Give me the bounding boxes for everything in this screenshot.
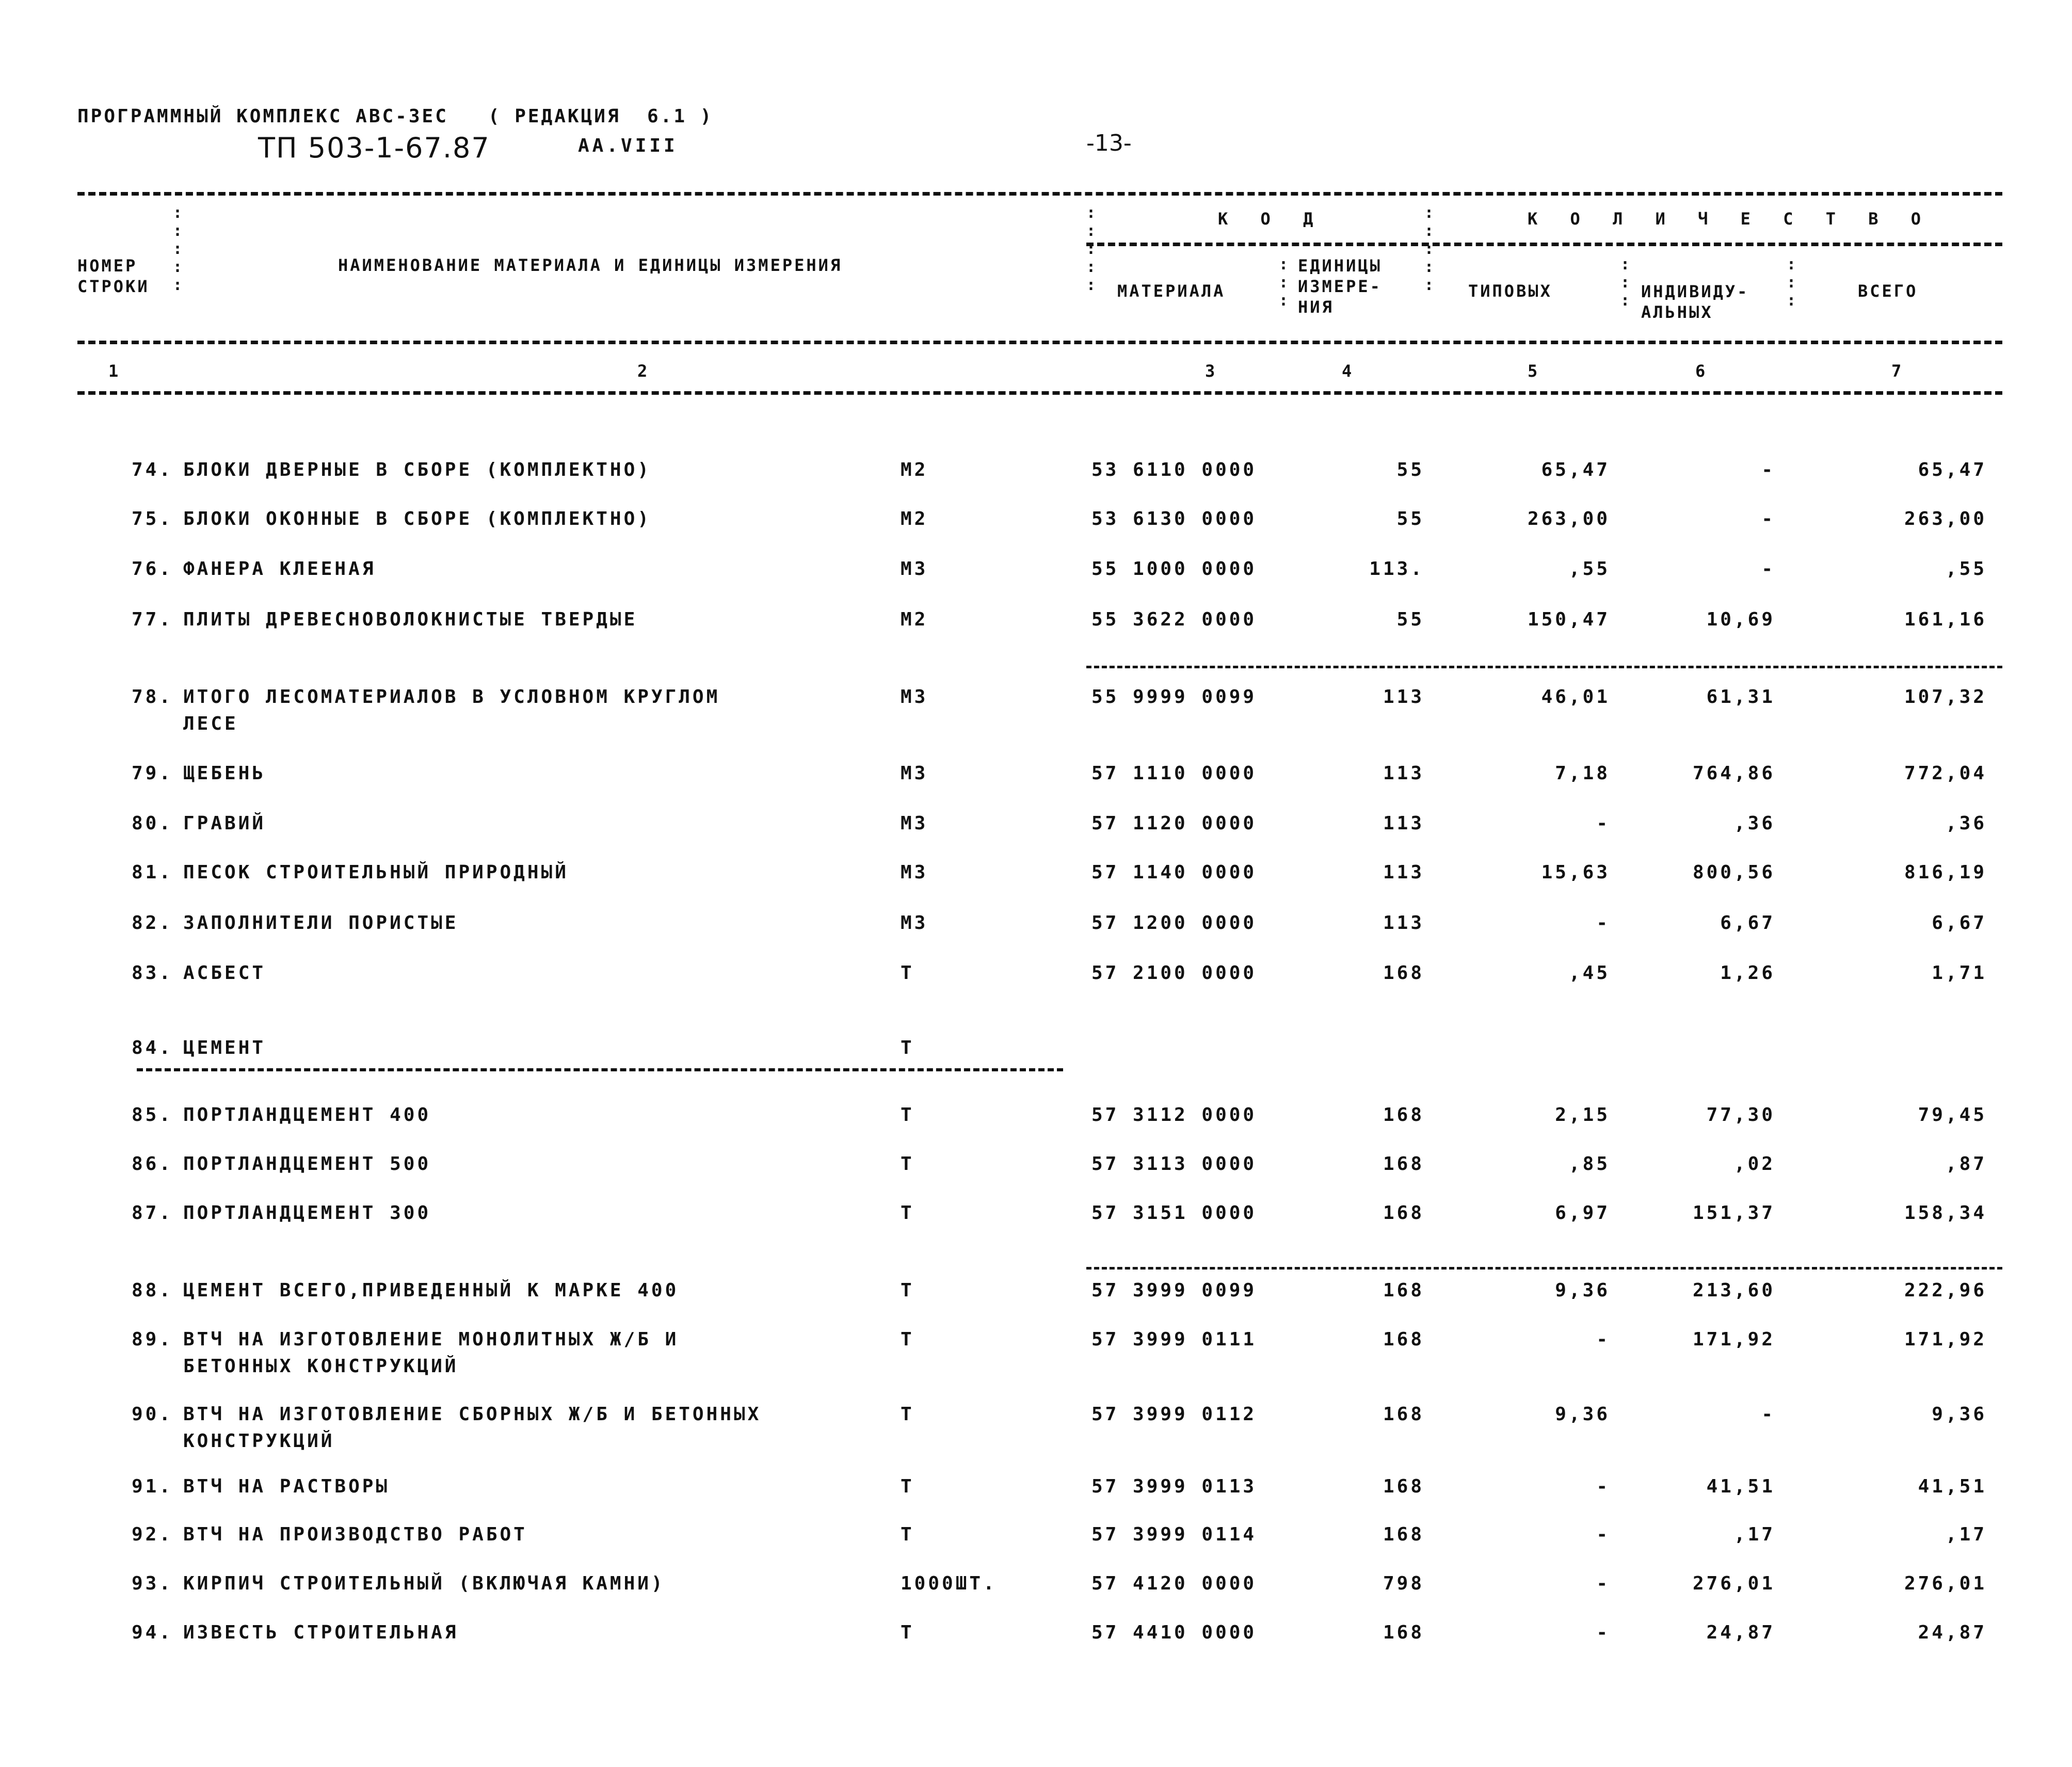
col-quantity-typical: ТИПОВЫХ bbox=[1468, 281, 1552, 301]
material-name: ПЛИТЫ ДРЕВЕСНОВОЛОКНИСТЫЕ ТВЕРДЫЕ bbox=[183, 609, 638, 630]
material-name: ПОРТЛАНДЦЕМЕНТ 500 bbox=[183, 1153, 431, 1175]
quantity-typical: 6,97 bbox=[1555, 1202, 1610, 1224]
unit-of-measure: Т bbox=[901, 1404, 914, 1425]
quantity-typical: - bbox=[1596, 1476, 1610, 1497]
material-name: ГРАВИЙ bbox=[183, 813, 266, 834]
row-number: 93. bbox=[131, 1573, 173, 1594]
material-code: 57 1110 0000 bbox=[1091, 763, 1257, 784]
material-code: 53 6130 0000 bbox=[1091, 508, 1257, 529]
material-code: 53 6110 0000 bbox=[1091, 459, 1257, 480]
quantity-individual: - bbox=[1761, 558, 1775, 580]
row-number: 85. bbox=[131, 1104, 173, 1126]
col-code-material: МАТЕРИАЛА bbox=[1117, 281, 1226, 301]
material-code: 57 4410 0000 bbox=[1091, 1622, 1257, 1643]
quantity-typical: - bbox=[1596, 912, 1610, 934]
quantity-total: ,17 bbox=[1945, 1524, 1987, 1545]
header-sub-rule bbox=[1086, 243, 2002, 246]
material-name-continued: КОНСТРУКЦИЙ bbox=[183, 1431, 335, 1452]
quantity-typical: 150,47 bbox=[1527, 609, 1610, 630]
col-code-group: К О Д bbox=[1218, 209, 1325, 229]
quantity-total: 65,47 bbox=[1918, 459, 1987, 480]
quantity-total: 9,36 bbox=[1932, 1404, 1987, 1425]
unit-code: 113 bbox=[1383, 862, 1424, 883]
quantity-total: 1,71 bbox=[1932, 962, 1987, 984]
quantity-typical: 2,15 bbox=[1555, 1104, 1610, 1126]
header-separator: : : : bbox=[1787, 255, 1796, 310]
subtotal-rule-cement bbox=[1086, 1267, 2002, 1270]
quantity-total: 6,67 bbox=[1932, 912, 1987, 934]
quantity-total: 41,51 bbox=[1918, 1476, 1987, 1497]
material-code: 57 3113 0000 bbox=[1091, 1153, 1257, 1175]
quantity-total: 222,96 bbox=[1904, 1280, 1987, 1301]
quantity-typical: ,45 bbox=[1568, 962, 1610, 984]
col-material-name: НАИМЕНОВАНИЕ МАТЕРИАЛА И ЕДИНИЦЫ ИЗМЕРЕНИЯ bbox=[338, 255, 843, 275]
quantity-individual: 764,86 bbox=[1692, 763, 1775, 784]
header-separator: : : : : : bbox=[1086, 204, 1096, 294]
material-code: 57 1200 0000 bbox=[1091, 912, 1257, 934]
quantity-typical: ,85 bbox=[1568, 1153, 1610, 1175]
unit-of-measure: М2 bbox=[901, 508, 928, 529]
quantity-individual: 41,51 bbox=[1706, 1476, 1775, 1497]
row-number: 90. bbox=[131, 1404, 173, 1425]
row-number: 80. bbox=[131, 813, 173, 834]
unit-code: 55 bbox=[1396, 609, 1424, 630]
row-number: 74. bbox=[131, 459, 173, 480]
material-code: 57 3999 0111 bbox=[1091, 1329, 1257, 1350]
unit-code: 113 bbox=[1383, 912, 1424, 934]
material-name: ЦЕМЕНТ bbox=[183, 1037, 266, 1058]
material-name: ЦЕМЕНТ ВСЕГО,ПРИВЕДЕННЫЙ К МАРКЕ 400 bbox=[183, 1280, 679, 1301]
unit-code: 168 bbox=[1383, 1622, 1424, 1643]
material-name-continued: БЕТОННЫХ КОНСТРУКЦИЙ bbox=[183, 1356, 459, 1377]
unit-code: 113 bbox=[1383, 686, 1424, 708]
unit-code: 168 bbox=[1383, 1476, 1424, 1497]
material-code: 55 9999 0099 bbox=[1091, 686, 1257, 708]
unit-code: 168 bbox=[1383, 1404, 1424, 1425]
col-quantity-individual: ИНДИВИДУ- АЛЬНЫХ bbox=[1641, 282, 1749, 322]
quantity-typical: - bbox=[1596, 1524, 1610, 1545]
document-code: ТП 503-1-67.87 bbox=[258, 132, 490, 164]
quantity-typical: 7,18 bbox=[1555, 763, 1610, 784]
page-number: -13- bbox=[1086, 130, 1132, 156]
material-name: БЛОКИ ОКОННЫЕ В СБОРЕ (КОМПЛЕКТНО) bbox=[183, 508, 651, 529]
material-name: ВТЧ НА РАСТВОРЫ bbox=[183, 1476, 390, 1497]
row-number: 84. bbox=[131, 1037, 173, 1058]
quantity-individual: 61,31 bbox=[1706, 686, 1775, 708]
quantity-total: 107,32 bbox=[1904, 686, 1987, 708]
row-number: 87. bbox=[131, 1202, 173, 1224]
material-name: ЩЕБЕНЬ bbox=[183, 763, 266, 784]
quantity-total: 263,00 bbox=[1904, 508, 1987, 529]
quantity-typical: 263,00 bbox=[1527, 508, 1610, 529]
quantity-total: ,55 bbox=[1945, 558, 1987, 580]
program-title: ПРОГРАММНЫЙ КОМПЛЕКС АВС-3ЕС ( РЕДАКЦИЯ 6.1 ) bbox=[77, 106, 714, 127]
unit-of-measure: Т bbox=[901, 1622, 914, 1643]
unit-of-measure: М2 bbox=[901, 609, 928, 630]
unit-code: 168 bbox=[1383, 1280, 1424, 1301]
unit-code: 55 bbox=[1396, 459, 1424, 480]
row-number: 92. bbox=[131, 1524, 173, 1545]
quantity-typical: 9,36 bbox=[1555, 1404, 1610, 1425]
quantity-individual: 77,30 bbox=[1706, 1104, 1775, 1126]
quantity-total: 161,16 bbox=[1904, 609, 1987, 630]
quantity-typical: - bbox=[1596, 813, 1610, 834]
material-name: ФАНЕРА КЛЕЕНАЯ bbox=[183, 558, 376, 580]
material-name: ПОРТЛАНДЦЕМЕНТ 300 bbox=[183, 1202, 431, 1224]
unit-of-measure: Т bbox=[901, 1329, 914, 1350]
unit-of-measure: Т bbox=[901, 1037, 914, 1058]
quantity-total: 171,92 bbox=[1904, 1329, 1987, 1350]
unit-code: 168 bbox=[1383, 1524, 1424, 1545]
quantity-individual: - bbox=[1761, 459, 1775, 480]
unit-of-measure: М3 bbox=[901, 686, 928, 708]
unit-code: 168 bbox=[1383, 1104, 1424, 1126]
unit-of-measure: М3 bbox=[901, 862, 928, 883]
col-number-1: 1 bbox=[108, 361, 121, 381]
quantity-individual: 276,01 bbox=[1692, 1573, 1775, 1594]
material-code: 57 3999 0113 bbox=[1091, 1476, 1257, 1497]
row-number: 83. bbox=[131, 962, 173, 984]
header-separator: : : : bbox=[1279, 255, 1289, 310]
col-code-unit: ЕДИНИЦЫ ИЗМЕРЕ- НИЯ bbox=[1298, 256, 1382, 317]
header-separator: : : : : : bbox=[173, 204, 183, 294]
quantity-total: 816,19 bbox=[1904, 862, 1987, 883]
material-name-continued: ЛЕСЕ bbox=[183, 713, 238, 734]
unit-of-measure: М3 bbox=[901, 813, 928, 834]
col-number-4: 4 bbox=[1342, 361, 1354, 381]
header-separator: : : : bbox=[1620, 255, 1630, 310]
material-name: ПОРТЛАНДЦЕМЕНТ 400 bbox=[183, 1104, 431, 1126]
row-number: 82. bbox=[131, 912, 173, 934]
col-quantity-group: К О Л И Ч Е С Т В О bbox=[1528, 209, 1933, 229]
quantity-individual: 10,69 bbox=[1706, 609, 1775, 630]
col-number-7: 7 bbox=[1891, 361, 1904, 381]
unit-code: 168 bbox=[1383, 1202, 1424, 1224]
quantity-total: 772,04 bbox=[1904, 763, 1987, 784]
material-code: 57 1120 0000 bbox=[1091, 813, 1257, 834]
row-number: 94. bbox=[131, 1622, 173, 1643]
unit-code: 113 bbox=[1383, 813, 1424, 834]
material-name: ЗАПОЛНИТЕЛИ ПОРИСТЫЕ bbox=[183, 912, 459, 934]
row-number: 88. bbox=[131, 1280, 173, 1301]
quantity-individual: ,17 bbox=[1733, 1524, 1775, 1545]
subtotal-rule-wood bbox=[1086, 666, 2002, 668]
unit-code: 798 bbox=[1383, 1573, 1424, 1594]
quantity-individual: ,36 bbox=[1733, 813, 1775, 834]
unit-of-measure: Т bbox=[901, 1202, 914, 1224]
quantity-individual: 6,67 bbox=[1720, 912, 1775, 934]
col-number-2: 2 bbox=[637, 361, 650, 381]
material-name: ИЗВЕСТЬ СТРОИТЕЛЬНАЯ bbox=[183, 1622, 459, 1643]
unit-code: 113. bbox=[1369, 558, 1424, 580]
quantity-individual: - bbox=[1761, 508, 1775, 529]
unit-of-measure: Т bbox=[901, 1280, 914, 1301]
quantity-typical: - bbox=[1596, 1329, 1610, 1350]
header-mid-rule bbox=[77, 341, 2002, 344]
quantity-individual: 171,92 bbox=[1692, 1329, 1775, 1350]
row-number: 79. bbox=[131, 763, 173, 784]
row-number: 78. bbox=[131, 686, 173, 708]
col-row-number: НОМЕР СТРОКИ bbox=[77, 256, 150, 296]
unit-of-measure: Т bbox=[901, 1476, 914, 1497]
material-code: 57 3999 0099 bbox=[1091, 1280, 1257, 1301]
material-code: 57 3112 0000 bbox=[1091, 1104, 1257, 1126]
material-code: 57 3151 0000 bbox=[1091, 1202, 1257, 1224]
unit-code: 113 bbox=[1383, 763, 1424, 784]
quantity-individual: 151,37 bbox=[1692, 1202, 1775, 1224]
material-code: 57 3999 0114 bbox=[1091, 1524, 1257, 1545]
material-code: 57 3999 0112 bbox=[1091, 1404, 1257, 1425]
row-number: 75. bbox=[131, 508, 173, 529]
unit-code: 55 bbox=[1396, 508, 1424, 529]
unit-of-measure: Т bbox=[901, 1153, 914, 1175]
unit-code: 168 bbox=[1383, 962, 1424, 984]
row-number: 81. bbox=[131, 862, 173, 883]
col-quantity-total: ВСЕГО bbox=[1858, 281, 1918, 301]
quantity-typical: 15,63 bbox=[1541, 862, 1610, 883]
unit-of-measure: М3 bbox=[901, 558, 928, 580]
row-number: 91. bbox=[131, 1476, 173, 1497]
quantity-typical: 9,36 bbox=[1555, 1280, 1610, 1301]
row-number: 86. bbox=[131, 1153, 173, 1175]
material-code: 55 1000 0000 bbox=[1091, 558, 1257, 580]
material-code: 57 2100 0000 bbox=[1091, 962, 1257, 984]
quantity-total: 276,01 bbox=[1904, 1573, 1987, 1594]
unit-of-measure: М3 bbox=[901, 912, 928, 934]
unit-code: 168 bbox=[1383, 1329, 1424, 1350]
quantity-individual: ,02 bbox=[1733, 1153, 1775, 1175]
material-name: ИТОГО ЛЕСОМАТЕРИАЛОВ В УСЛОВНОМ КРУГЛОМ bbox=[183, 686, 720, 708]
material-name: ВТЧ НА ИЗГОТОВЛЕНИЕ МОНОЛИТНЫХ Ж/Б И bbox=[183, 1329, 679, 1350]
quantity-typical: 46,01 bbox=[1541, 686, 1610, 708]
quantity-total: 24,87 bbox=[1918, 1622, 1987, 1643]
quantity-total: ,87 bbox=[1945, 1153, 1987, 1175]
unit-of-measure: Т bbox=[901, 962, 914, 984]
quantity-individual: - bbox=[1761, 1404, 1775, 1425]
material-code: 57 1140 0000 bbox=[1091, 862, 1257, 883]
material-name: АСБЕСТ bbox=[183, 962, 266, 984]
material-name: ВТЧ НА ИЗГОТОВЛЕНИЕ СБОРНЫХ Ж/Б И БЕТОННЫХ bbox=[183, 1404, 762, 1425]
material-name: ПЕСОК СТРОИТЕЛЬНЫЙ ПРИРОДНЫЙ bbox=[183, 862, 569, 883]
sheet-code: АА.VIII bbox=[578, 135, 678, 156]
unit-of-measure: М2 bbox=[901, 459, 928, 480]
quantity-individual: 1,26 bbox=[1720, 962, 1775, 984]
quantity-typical: - bbox=[1596, 1622, 1610, 1643]
material-name: ВТЧ НА ПРОИЗВОДСТВО РАБОТ bbox=[183, 1524, 527, 1545]
quantity-typical: ,55 bbox=[1568, 558, 1610, 580]
row-number: 76. bbox=[131, 558, 173, 580]
header-separator: : : : : : bbox=[1424, 204, 1434, 294]
unit-of-measure: 1000ШТ. bbox=[901, 1573, 997, 1594]
col-number-3: 3 bbox=[1205, 361, 1217, 381]
quantity-total: 79,45 bbox=[1918, 1104, 1987, 1126]
unit-code: 168 bbox=[1383, 1153, 1424, 1175]
quantity-total: ,36 bbox=[1945, 813, 1987, 834]
unit-of-measure: Т bbox=[901, 1524, 914, 1545]
quantity-typical: 65,47 bbox=[1541, 459, 1610, 480]
cement-group-rule bbox=[137, 1068, 1063, 1071]
material-code: 55 3622 0000 bbox=[1091, 609, 1257, 630]
row-number: 89. bbox=[131, 1329, 173, 1350]
material-code: 57 4120 0000 bbox=[1091, 1573, 1257, 1594]
row-number: 77. bbox=[131, 609, 173, 630]
quantity-total: 158,34 bbox=[1904, 1202, 1987, 1224]
material-name: КИРПИЧ СТРОИТЕЛЬНЫЙ (ВКЛЮЧАЯ КАМНИ) bbox=[183, 1573, 665, 1594]
col-number-5: 5 bbox=[1528, 361, 1540, 381]
unit-of-measure: М3 bbox=[901, 763, 928, 784]
unit-of-measure: Т bbox=[901, 1104, 914, 1126]
quantity-individual: 213,60 bbox=[1692, 1280, 1775, 1301]
material-name: БЛОКИ ДВЕРНЫЕ В СБОРЕ (КОМПЛЕКТНО) bbox=[183, 459, 651, 480]
header-bottom-rule bbox=[77, 391, 2002, 395]
quantity-individual: 800,56 bbox=[1692, 862, 1775, 883]
quantity-individual: 24,87 bbox=[1706, 1622, 1775, 1643]
header-top-rule bbox=[77, 192, 2002, 196]
quantity-typical: - bbox=[1596, 1573, 1610, 1594]
col-number-6: 6 bbox=[1695, 361, 1708, 381]
